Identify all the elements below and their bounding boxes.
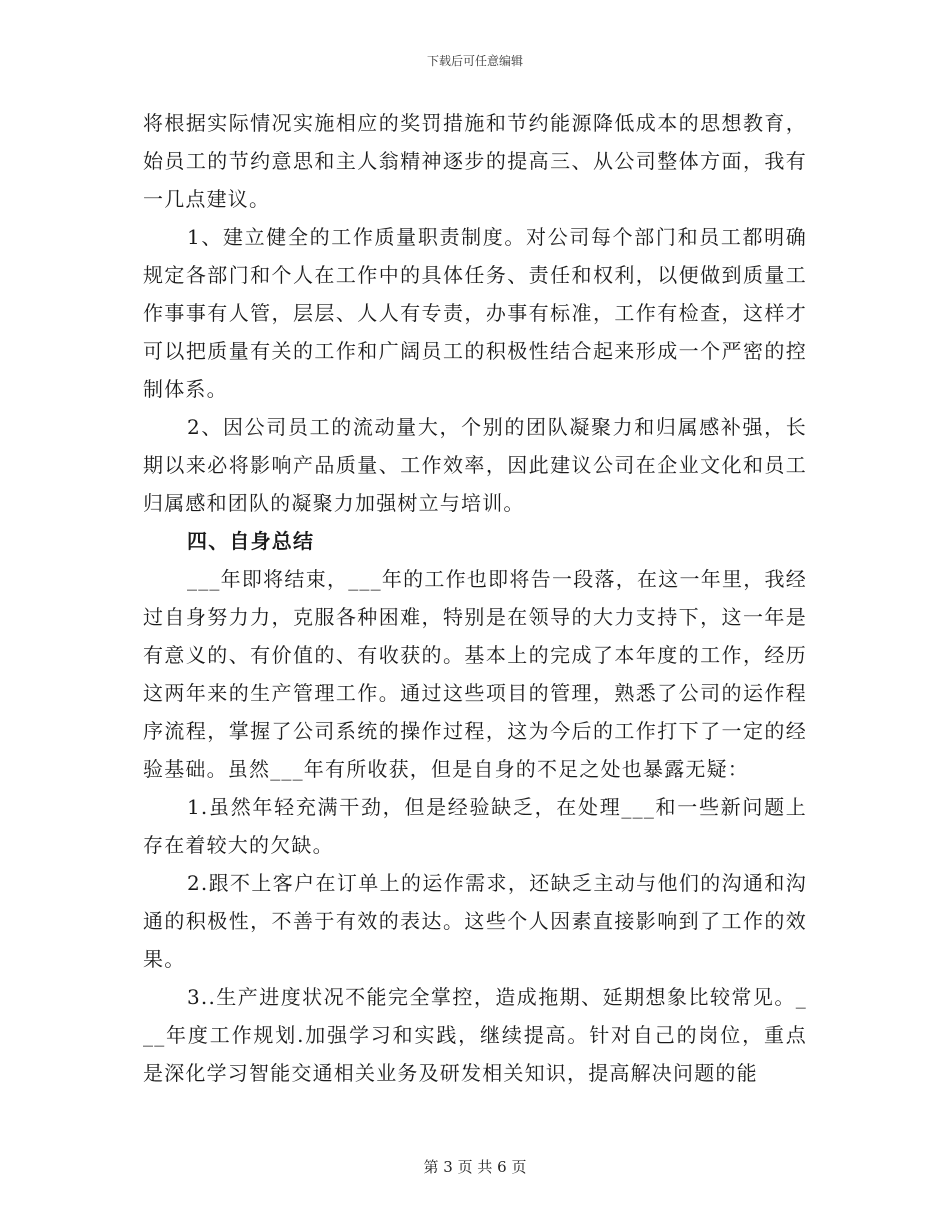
- document-body: [143, 104, 807, 1092]
- paragraph-continuation: 将根据实际情况实施相应的奖罚措施和节约能源降低成本的思想教育，始员工的节约意思和主人翁精神逐步的提高三、从公司整体方面，我有一几点建议。: [143, 111, 807, 211]
- page-header: 下载后可任意编辑: [426, 54, 523, 68]
- page-number: 第 3 页 共 6 页: [423, 1158, 527, 1176]
- paragraph-shortcoming-2: 2.跟不上客户在订单上的运作需求，还缺乏主动与他们的沟通和沟通的积极性，不善于有效的表达。这些个人因素直接影响到了工作的效果。: [143, 871, 807, 971]
- paragraph-suggestion-1: 1、建立健全的工作质量职责制度。对公司每个部门和员工都明确规定各部门和个人在工作中的具体任务、责任和权利，以便做到质量工作事事有人管，层层、人人有专责，办事有标准，工作有检查，这样才可以把质量有关的工作和广阔员工的积极性结合起来形成一个严密的控制体系。: [143, 225, 807, 401]
- paragraph-shortcoming-1: 1.虽然年轻充满干劲，但是经验缺乏，在处理___和一些新问题上存在着较大的欠缺。: [143, 795, 807, 857]
- paragraph-suggestion-2: 2、因公司员工的流动量大，个别的团队凝聚力和归属感补强，长期以来必将影响产品质量、工作效率，因此建议公司在企业文化和员工归属感和团队的凝聚力加强树立与培训。: [143, 415, 807, 515]
- paragraph-summary: ___年即将结束，___年的工作也即将告一段落，在这一年里，我经过自身努力力，克服各种困难，特别是在领导的大力支持下，这一年是有意义的、有价值的、有收获的。基本上的完成了本年度的工作，经历这两年来的生产管理工作。通过这些项目的管理，熟悉了公司的运作程序流程，掌握了公司系统的操作过程，这为今后的工作打下了一定的经验基础。虽然___年有所收获，但是自身的不足之处也暴露无疑：: [143, 567, 807, 781]
- section-heading: 四、自身总结: [187, 529, 315, 553]
- paragraph-shortcoming-3: 3..生产进度状况不能完全掌控，造成拖期、延期想象比较常见。___年度工作规划.加强学习和实践，继续提高。针对自己的岗位，重点是深化学习智能交通相关业务及研发相关知识，提高解决问题的能: [143, 985, 807, 1085]
